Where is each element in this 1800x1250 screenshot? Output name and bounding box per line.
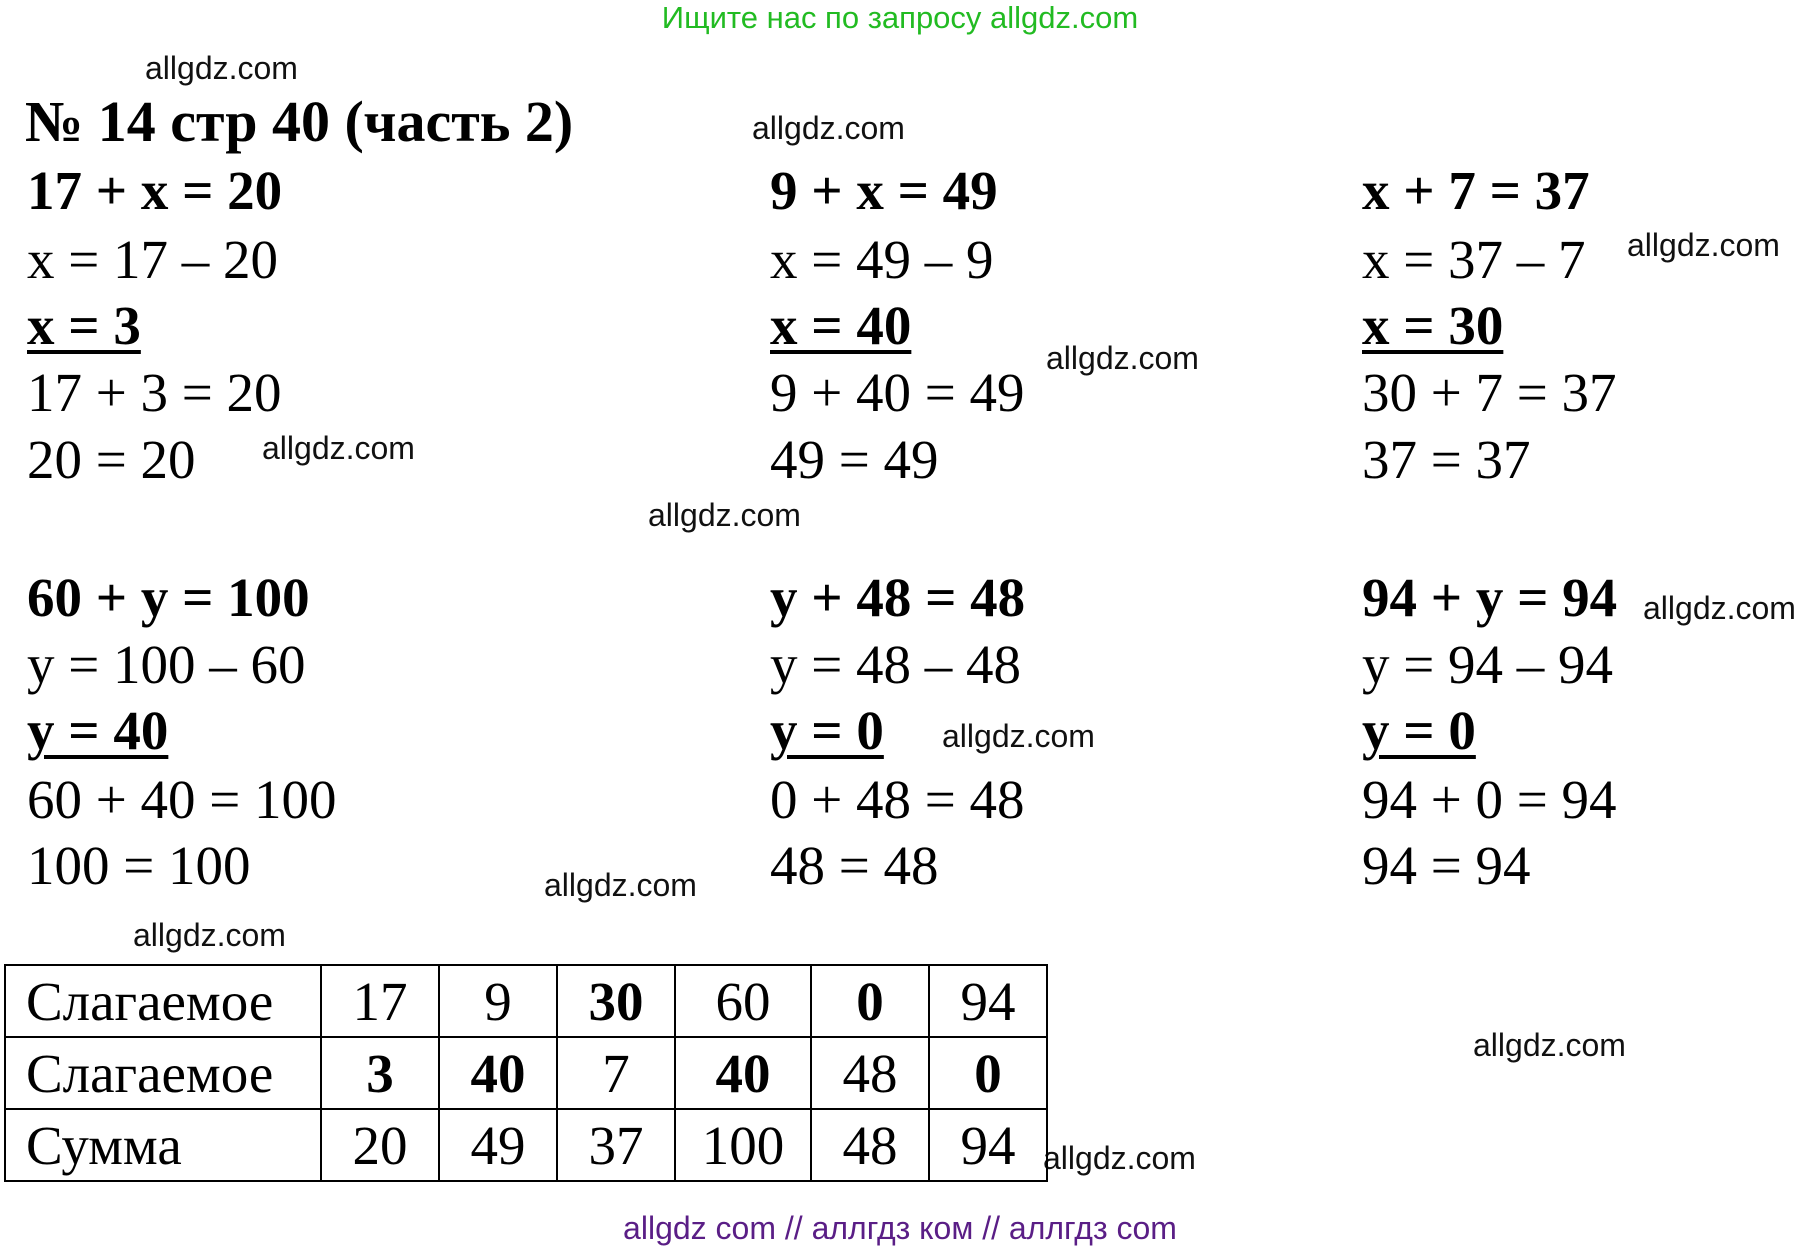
- watermark: allgdz.com: [544, 867, 697, 903]
- solution-step: y = 100 – 60: [27, 634, 306, 695]
- solution-step: y = 94 – 94: [1362, 634, 1614, 695]
- check-step: 17 + 3 = 20: [27, 362, 282, 423]
- table-cell: 48: [811, 1109, 929, 1181]
- answer: y = 0: [770, 700, 884, 761]
- table-cell: 37: [557, 1109, 675, 1181]
- row-label: Слагаемое: [5, 1037, 321, 1109]
- check-step: 0 + 48 = 48: [770, 769, 1025, 830]
- equation: 94 + y = 94: [1362, 567, 1618, 628]
- table-cell: 0: [811, 965, 929, 1037]
- solution-step: x = 17 – 20: [27, 229, 279, 290]
- check-step: 9 + 40 = 49: [770, 362, 1025, 423]
- watermark: allgdz.com: [262, 430, 415, 466]
- table-cell: 94: [929, 1109, 1047, 1181]
- table-cell: 48: [811, 1037, 929, 1109]
- table-cell: 7: [557, 1037, 675, 1109]
- answer: x = 30: [1362, 295, 1504, 356]
- table-cell: 17: [321, 965, 439, 1037]
- table-row: [5, 1037, 1047, 1109]
- watermark: allgdz.com: [648, 497, 801, 533]
- watermark: allgdz.com: [752, 110, 905, 146]
- table-cell: 100: [675, 1109, 811, 1181]
- table-row: [5, 965, 1047, 1037]
- check-result: 48 = 48: [770, 835, 939, 896]
- equation: 60 + y = 100: [27, 567, 310, 628]
- check-step: 94 + 0 = 94: [1362, 769, 1617, 830]
- page-title: № 14 стр 40 (часть 2): [25, 89, 574, 154]
- table-cell: 9: [439, 965, 557, 1037]
- watermark: allgdz.com: [1046, 340, 1199, 376]
- check-result: 37 = 37: [1362, 429, 1531, 490]
- equation: y + 48 = 48: [770, 567, 1026, 628]
- table-cell: 20: [321, 1109, 439, 1181]
- check-result: 20 = 20: [27, 429, 196, 490]
- watermark: allgdz.com: [133, 917, 286, 953]
- solution-step: x = 49 – 9: [770, 229, 994, 290]
- answer: x = 3: [27, 295, 141, 356]
- answer: y = 40: [27, 700, 169, 761]
- watermark: allgdz.com: [1643, 590, 1796, 626]
- check-result: 100 = 100: [27, 835, 251, 896]
- table-cell: 3: [321, 1037, 439, 1109]
- table-cell: 49: [439, 1109, 557, 1181]
- equation: 9 + x = 49: [770, 160, 998, 221]
- solution-step: y = 48 – 48: [770, 634, 1022, 695]
- bottom-banner: allgdz com // аллгдз ком // аллгдз com: [623, 1210, 1177, 1246]
- row-label: Слагаемое: [5, 965, 321, 1037]
- solution-step: x = 37 – 7: [1362, 229, 1586, 290]
- table-row: [5, 1109, 1047, 1181]
- check-result: 49 = 49: [770, 429, 939, 490]
- table-cell: 94: [929, 965, 1047, 1037]
- table-cell: 40: [439, 1037, 557, 1109]
- watermark: allgdz.com: [1043, 1140, 1196, 1176]
- table-cell: 40: [675, 1037, 811, 1109]
- sum-table: [4, 964, 1048, 1182]
- row-label: Сумма: [5, 1109, 321, 1181]
- equation: x + 7 = 37: [1362, 160, 1590, 221]
- check-step: 60 + 40 = 100: [27, 769, 337, 830]
- equation: 17 + x = 20: [27, 160, 283, 221]
- table-cell: 30: [557, 965, 675, 1037]
- watermark: allgdz.com: [1473, 1027, 1626, 1063]
- answer: x = 40: [770, 295, 912, 356]
- answer: y = 0: [1362, 700, 1476, 761]
- top-banner: Ищите нас по запросу allgdz.com: [661, 0, 1139, 35]
- check-result: 94 = 94: [1362, 835, 1531, 896]
- table-cell: 60: [675, 965, 811, 1037]
- watermark: allgdz.com: [1627, 227, 1780, 263]
- check-step: 30 + 7 = 37: [1362, 362, 1617, 423]
- watermark: allgdz.com: [145, 50, 298, 86]
- table-cell: 0: [929, 1037, 1047, 1109]
- watermark: allgdz.com: [942, 718, 1095, 754]
